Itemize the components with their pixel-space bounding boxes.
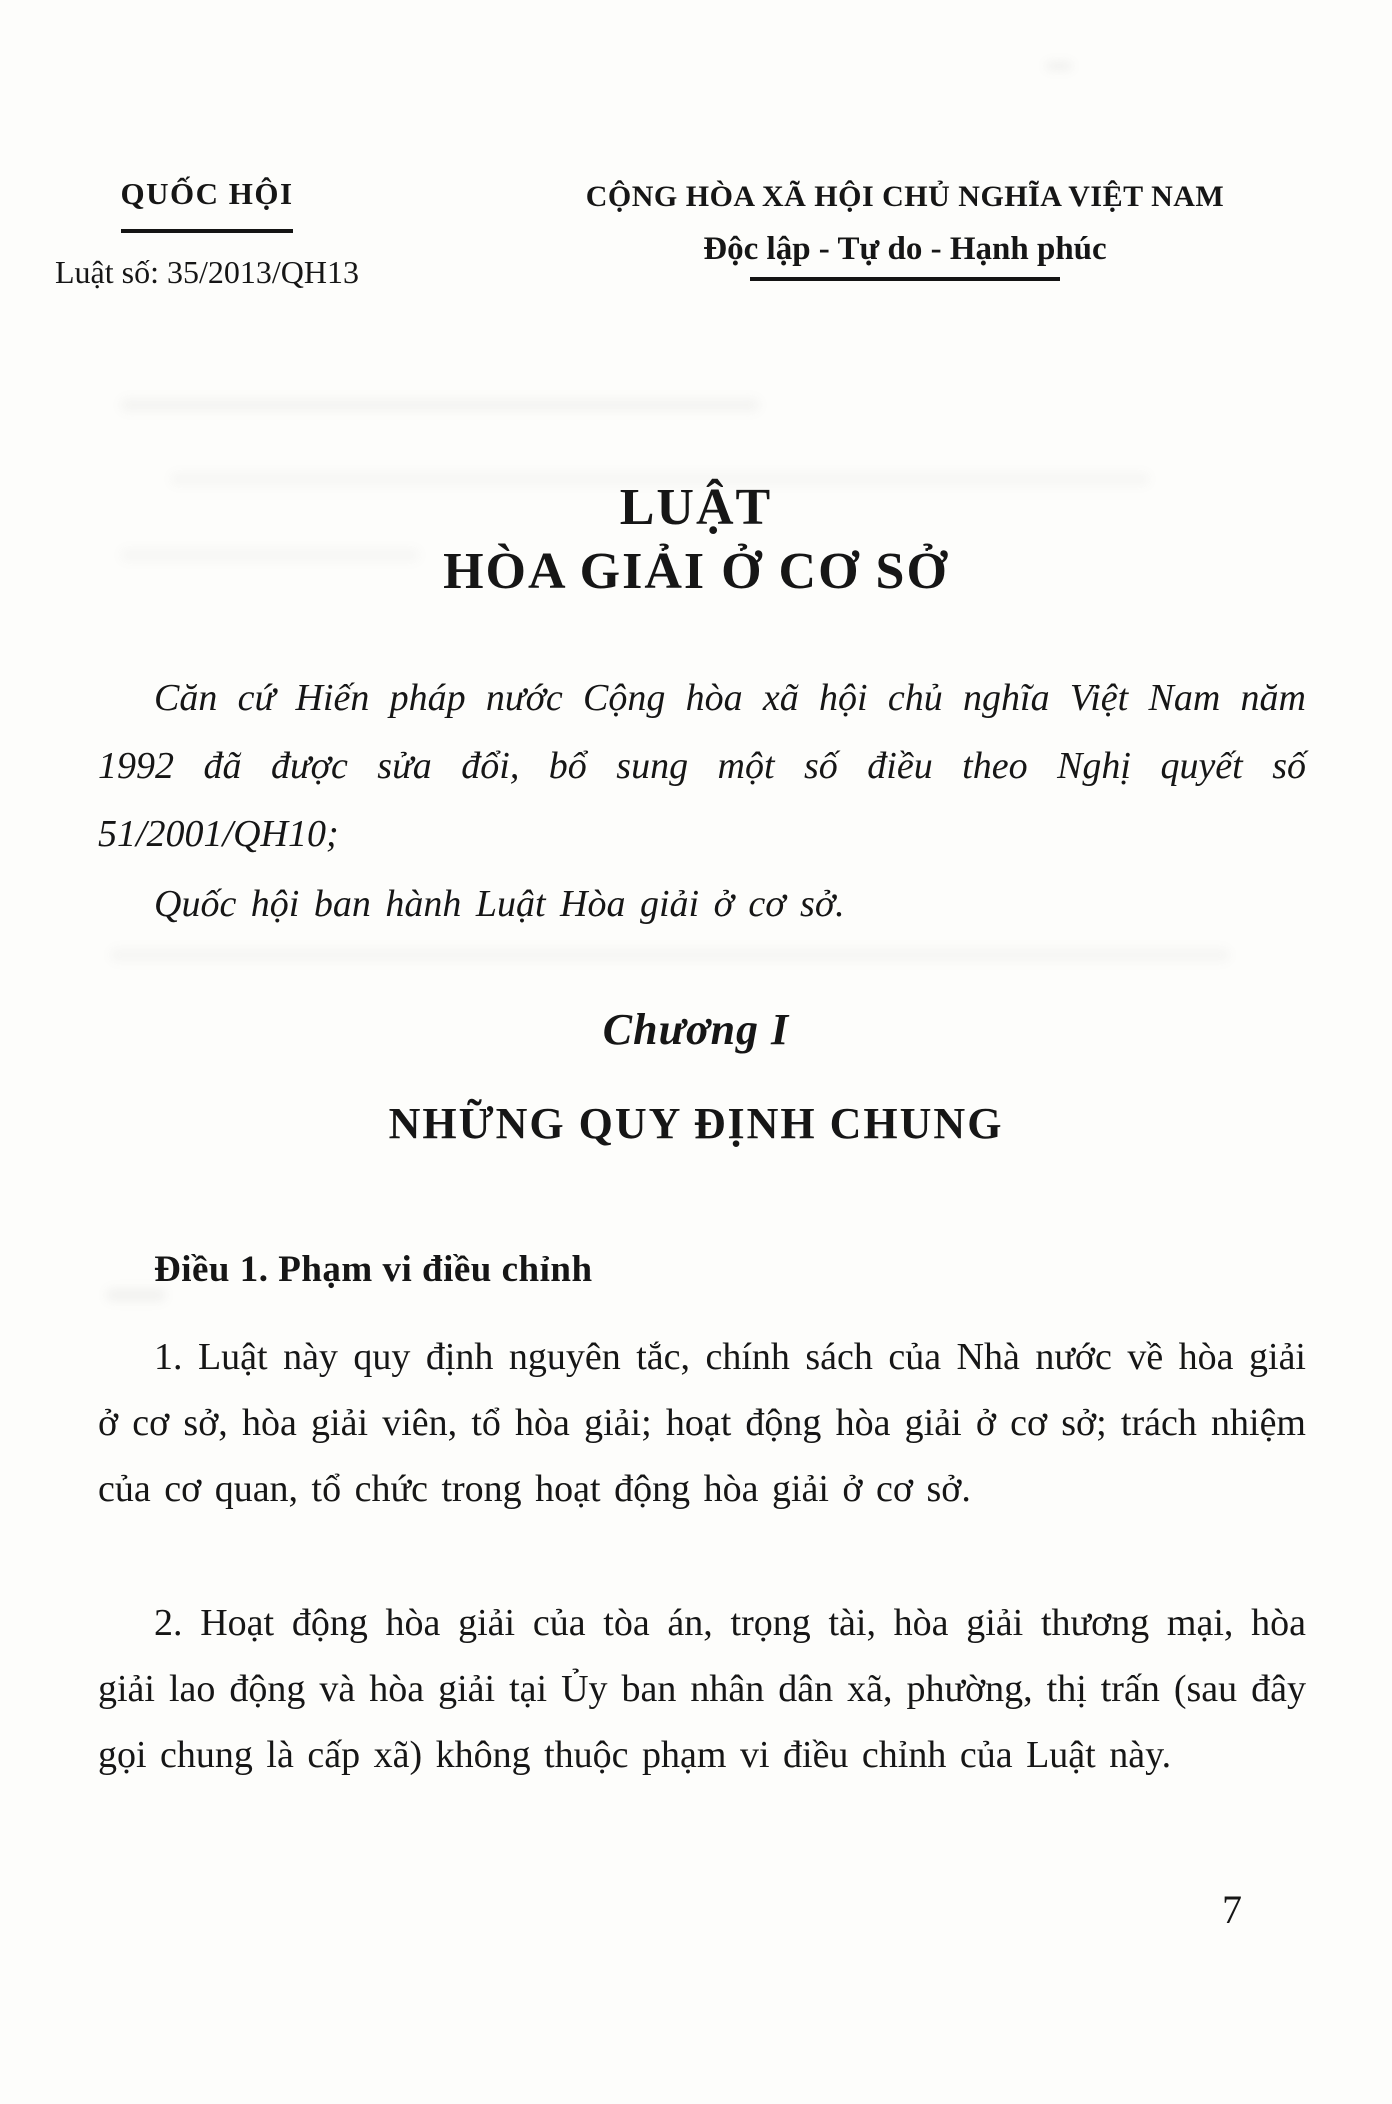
- scan-artifact: [120, 398, 760, 412]
- preamble-paragraph-1: Căn cứ Hiến pháp nước Cộng hòa xã hội chủ nghĩa Việt Nam năm 1992 đã được sửa đổi, bổ sung một số điều theo Nghị quyết số 51/2001/QH10;: [98, 677, 1306, 855]
- law-number: Luật số: 35/2013/QH13: [55, 254, 359, 290]
- issuer-name: QUỐC HỘI: [120, 176, 294, 211]
- scan-artifact: [110, 948, 1230, 962]
- preamble-paragraph-2: Quốc hội ban hành Luật Hòa giải ở cơ sở.: [154, 883, 845, 925]
- document-title-line1: LUẬT: [619, 479, 773, 536]
- document-title: [0, 476, 1392, 604]
- article-heading: Điều 1. Phạm vi điều chỉnh: [154, 1249, 593, 1290]
- chapter-title: NHỮNG QUY ĐỊNH CHUNG: [388, 1099, 1004, 1148]
- page-number: 7: [1222, 1887, 1242, 1932]
- motto-underline: [750, 277, 1060, 281]
- article-clause-2: 2. Hoạt động hòa giải của tòa án, trọng tài, hòa giải thương mại, hòa giải lao động và hòa giải tại Ủy ban nhân dân xã, phường, thị trấn (sau đây gọi chung là cấp xã) không thuộc phạm vi điều chỉnh của Luật này.: [98, 1602, 1306, 1776]
- chapter-number: Chương I: [602, 1005, 790, 1054]
- document-title-line2: HÒA GIẢI Ở CƠ SỞ: [443, 543, 949, 600]
- national-header-block: [520, 180, 1290, 281]
- issuer-block: [42, 176, 372, 291]
- issuer-underline: [121, 229, 293, 233]
- article-clause-1: 1. Luật này quy định nguyên tắc, chính sách của Nhà nước về hòa giải ở cơ sở, hòa giải viên, tổ hòa giải; hoạt động hòa giải ở cơ sở; trách nhiệm của cơ quan, tổ chức trong hoạt động hòa giải ở cơ sở.: [98, 1336, 1306, 1510]
- scan-artifact: [1046, 62, 1072, 70]
- national-motto: Độc lập - Tự do - Hạnh phúc: [703, 231, 1107, 267]
- national-title: CỘNG HÒA XÃ HỘI CHỦ NGHĨA VIỆT NAM: [585, 180, 1225, 213]
